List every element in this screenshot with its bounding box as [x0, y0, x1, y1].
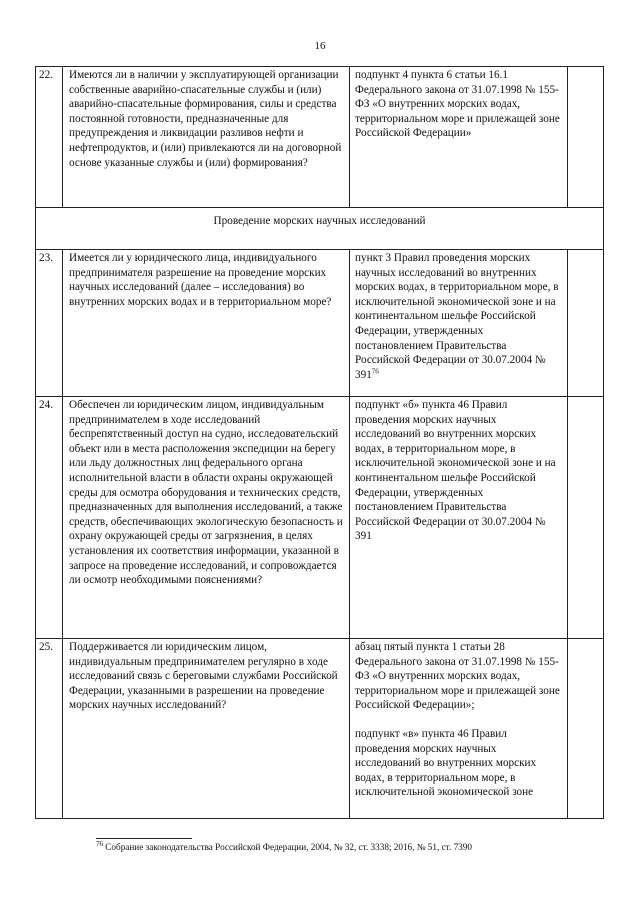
footnote [96, 841, 472, 853]
mark-cell [568, 67, 604, 208]
row-number: 23. [36, 250, 63, 397]
footnote-divider [96, 838, 192, 839]
requirements-table [35, 66, 604, 819]
page-number: 16 [314, 40, 326, 52]
reference-cell [350, 639, 568, 819]
reference-cell: подпункт 4 пункта 6 статьи 16.1 Федерального закона от 31.07.1998 № 155-ФЗ «О внутренних морских водах, территориальном море и прилежащей зоне Российской Федерации» [350, 67, 568, 208]
table-row [36, 250, 604, 397]
table-row [36, 67, 604, 208]
row-number: 25. [36, 639, 63, 819]
footnote-marker: 76 [371, 367, 379, 376]
footnote-number: 76 [96, 839, 103, 848]
reference-text-2: подпункт «в» пункта 46 Правил проведения морских научных исследований во внутренних морских водах, в территориальном море, в исключительной экономической зоне [355, 727, 537, 799]
reference-cell: подпункт «б» пункта 46 Правил проведения морских научных исследований во внутренних морских водах, в территориальном море, в исключительной экономической зоне и на континентальном шельфе Российской Федерации, утвержденных постановлением Правительства Российской Федерации от 30.07.2004 № 391 [350, 397, 568, 639]
row-number: 24. [36, 397, 63, 639]
table-row [36, 639, 604, 819]
question-cell: Обеспечен ли юридическим лицом, индивидуальным предпринимателем в ходе исследований беспрепятственный доступ на судно, исследовательский объект или в места расположения экспедиции на берегу или льду должностных лиц федерального органа исполнительной власти в области охраны окружающей среды для осмотра оборудования и технических средств, предназначенных для выполнения исследований, а также средств, обеспечивающих экологическую безопасность и охрану окружающей среды от загрязнения, в целях установления их соответствия информации, указанной в запросе на проведение исследований, и сопровождается ли осмотр необходимыми пояснениями? [63, 397, 350, 639]
table-row [36, 397, 604, 639]
mark-cell [568, 250, 604, 397]
question-cell: Поддерживается ли юридическим лицом, индивидуальным предпринимателем регулярно в ходе исследований связь с береговыми службами Российской Федерации, указанными в разрешении на проведение морских научных исследований? [63, 639, 350, 819]
footnote-text: Собрание законодательства Российской Федерации, 2004, № 32, ст. 3338; 2016, № 51, ст. 7390 [105, 842, 472, 852]
mark-cell [568, 639, 604, 819]
section-row [36, 208, 604, 250]
reference-cell [350, 250, 568, 397]
reference-text: абзац пятый пункта 1 статьи 28 Федерального закона от 31.07.1998 № 155-ФЗ «О внутренних морских водах, территориальном море и прилежащей зоне Российской Федерации»; [355, 641, 560, 712]
reference-text: пункт 3 Правил проведения морских научных исследований во внутренних морских водах, в территориальном море, в исключительной экономической зоне и на континентальном шельфе Российской Федерации, утвержденных постановлением Правительства Российской Федерации от 30.07.2004 № 391 [355, 252, 559, 381]
section-title: Проведение морских научных исследований [36, 208, 604, 250]
question-cell: Имеются ли в наличии у эксплуатирующей организации собственные аварийно-спасательные службы и (или) аварийно-спасательные формирования, силы и средства постоянной готовности, предназначенные для предупреждения и ликвидации разливов нефти и нефтепродуктов, и (или) привлекаются ли на договорной основе указанные службы и (или) формирования? [63, 67, 350, 208]
question-cell: Имеется ли у юридического лица, индивидуального предпринимателя разрешение на проведение морских научных исследований (далее – исследования) во внутренних морских водах и в территориальном море? [63, 250, 350, 397]
mark-cell [568, 397, 604, 639]
row-number: 22. [36, 67, 63, 208]
